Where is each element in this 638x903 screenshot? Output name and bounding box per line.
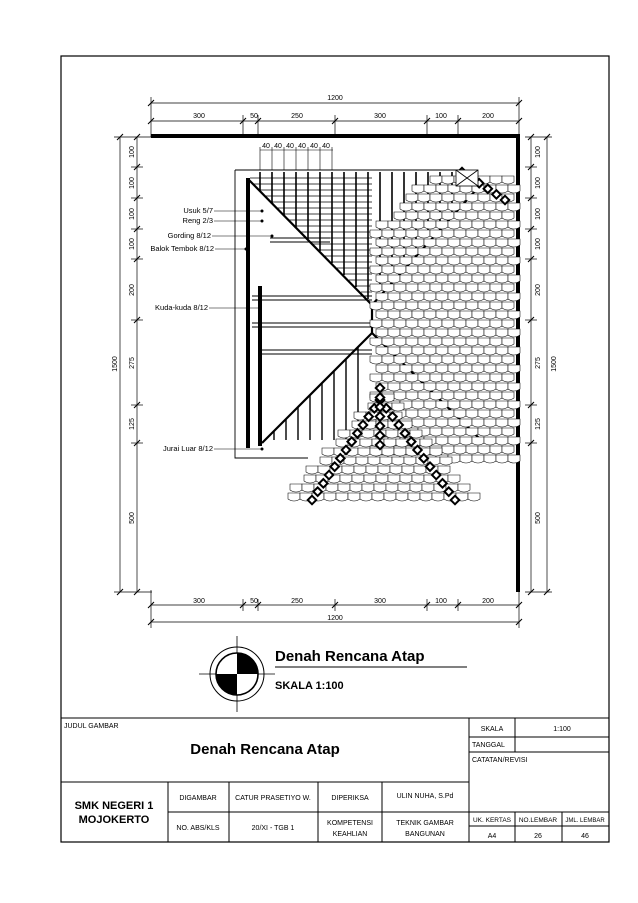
jurusan-line2: BANGUNAN [405,831,445,838]
dim-top-1: 300 [193,113,205,120]
spacing-dim-2: 40 [274,143,282,150]
roof-tiles [288,176,520,501]
catatan-label: CATATAN/REVISI [472,757,528,764]
purlins [252,238,372,354]
spacing-dim-4: 40 [298,143,306,150]
spacing-dim-3: 40 [286,143,294,150]
nolembar-label: NO.LEMBAR [518,817,558,824]
abs-value: 20/XI - TGB 1 [251,825,295,832]
skala-label: SKALA [480,726,504,733]
skala-value: 1:100 [553,726,571,733]
school-name-line2: MOJOKERTO [78,814,150,826]
school-name-line1: SMK NEGERI 1 [74,800,154,812]
dim-left-1: 100 [129,146,136,158]
kompetensi-line2: KEAHLIAN [332,831,368,838]
north-symbol [199,636,275,712]
battens [250,178,372,292]
nolembar-value: 26 [534,833,542,840]
judul-label: JUDUL GAMBAR [64,723,119,730]
dim-bottom-5: 100 [435,598,447,605]
dim-bottom-1: 300 [193,598,205,605]
spacing-dim-line [260,147,333,170]
dim-left-7: 125 [129,418,136,430]
label-kuda-kuda: Kuda-kuda 8/12 [155,303,208,312]
dim-total-bottom: 1200 [327,615,343,622]
ukkertas-value: A4 [487,833,497,840]
label-reng: Reng 2/3 [182,216,213,225]
ukkertas-label: UK. KERTAS [472,817,512,824]
drawing-scale: SKALA 1:100 [275,680,344,692]
wall-plates [246,178,262,448]
dim-right-2: 100 [535,177,542,189]
dim-right-3: 100 [535,208,542,220]
dim-bottom-3: 250 [291,598,303,605]
jmllembar-value: 46 [581,833,589,840]
spacing-dim-1: 40 [262,143,270,150]
roof-vent [456,170,478,186]
dim-right-5: 200 [535,284,542,296]
label-leaders [209,210,273,450]
dim-top-5: 100 [435,113,447,120]
dim-bottom-6: 200 [482,598,494,605]
dim-right-8: 500 [535,512,542,524]
dim-left-6: 275 [129,357,136,369]
dim-left-2: 100 [129,177,136,189]
jurusan-line1: TEKNIK GAMBAR [396,820,454,827]
digambar-label: DIGAMBAR [179,795,217,802]
dim-total-right: 1500 [551,356,558,372]
dim-total-top: 1200 [327,95,343,102]
diperiksa-label: DIPERIKSA [331,795,369,802]
dim-left-5: 200 [129,284,136,296]
dim-top-2: 50 [250,113,258,120]
dim-right-6: 275 [535,357,542,369]
abs-label: NO. ABS/KLS [176,825,220,832]
label-jurai-luar: Jurai Luar 8/12 [162,444,213,453]
dim-top-3: 250 [291,113,303,120]
jmllembar-label: JML. LEMBAR [565,818,605,824]
dim-left-3: 100 [129,208,136,220]
label-usuk: Usuk 5/7 [183,206,213,215]
tanggal-label: TANGGAL [472,742,505,749]
dim-bottom-4: 300 [374,598,386,605]
judul-value: Denah Rencana Atap [190,741,340,758]
spacing-dim-5: 40 [310,143,318,150]
dim-top-4: 300 [374,113,386,120]
digambar-value: CATUR PRASETIYO W. [235,795,311,802]
dim-left-8: 500 [129,512,136,524]
dim-bottom-2: 50 [250,598,258,605]
diperiksa-value: ULIN NUHA, S.Pd [396,793,454,800]
dim-right-1: 100 [535,146,542,158]
dim-top-6: 200 [482,113,494,120]
spacing-dim-6: 40 [322,143,330,150]
drawing-title: Denah Rencana Atap [275,648,425,665]
label-balok-tembok: Balok Tembok 8/12 [150,244,214,253]
label-gording: Gording 8/12 [167,231,211,240]
dim-right-7: 125 [535,418,542,430]
kompetensi-line1: KOMPETENSI [327,820,373,827]
dim-total-left: 1500 [112,356,119,372]
dim-right-4: 100 [535,238,542,250]
dim-left-4: 100 [129,238,136,250]
